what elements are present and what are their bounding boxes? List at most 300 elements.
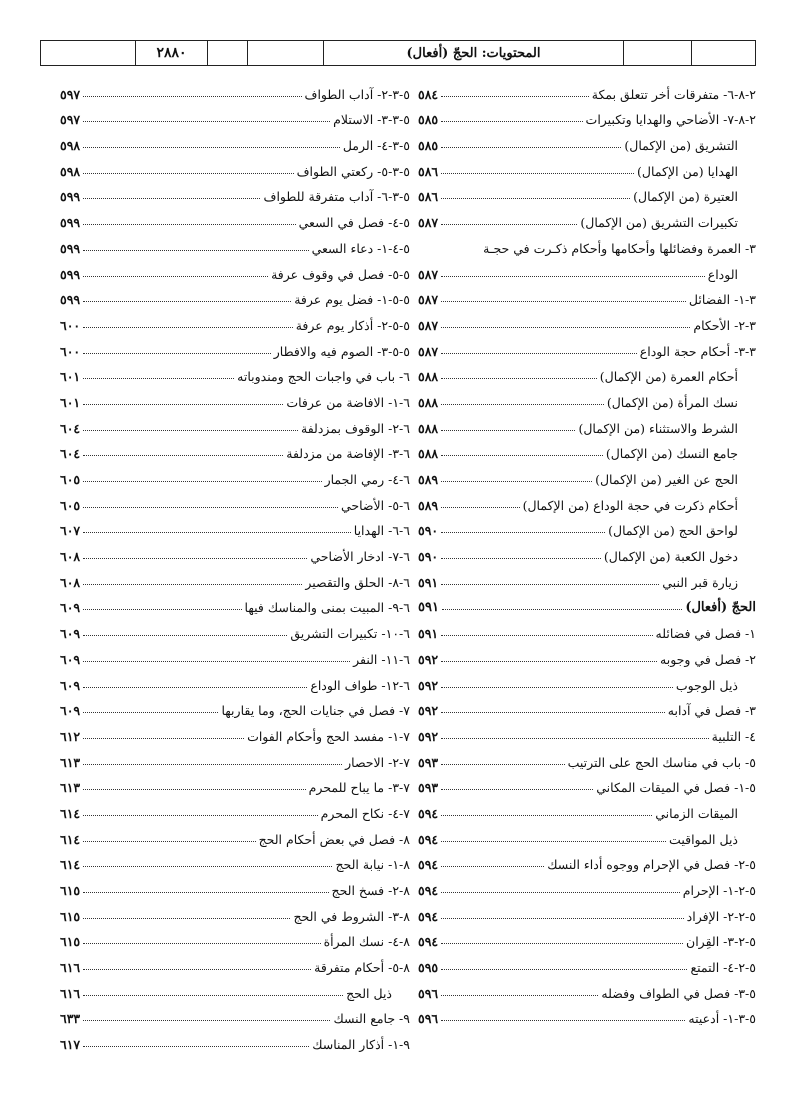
dot-leader: [441, 661, 657, 662]
toc-entry-title: التشريق (من الإكمال): [624, 138, 738, 154]
dot-leader: [83, 224, 295, 225]
dot-leader: [441, 173, 634, 174]
toc-entry-title: الميقات الزماني: [655, 805, 738, 821]
header-cell: [691, 41, 755, 65]
toc-entry-page: ٦٣٣: [60, 1011, 81, 1027]
dot-leader: [441, 147, 621, 148]
toc-entry-page: ٥٩٢: [418, 651, 439, 667]
toc-entry-title: لواحق الحج (من الإكمال): [608, 523, 738, 539]
toc-entry-page: ٦٠٤: [60, 446, 81, 462]
toc-entry-title: ٢-٨-٧- الأضاحي والهدايا وتكبيرات: [585, 112, 756, 128]
toc-entry: [418, 359, 756, 385]
toc-entry-title: ٦-٢- الوقوف بمزدلفة: [301, 420, 410, 436]
toc-entry-page: ٥٩٤: [418, 805, 439, 821]
dot-leader: [83, 121, 330, 122]
toc-entry: [418, 667, 756, 693]
dot-leader: [83, 943, 320, 944]
toc-entry-title: الوداع: [707, 266, 738, 282]
toc-entry: [60, 564, 410, 590]
toc-entry-title: ٣-١- الفضائل: [688, 292, 756, 308]
toc-entry: [60, 461, 410, 487]
toc-entry: [418, 821, 756, 847]
toc-entry-page: ٥٩٧: [60, 112, 81, 128]
dot-leader: [83, 687, 307, 688]
toc-entry-title: ٥- باب في مناسك الحج على الترتيب: [567, 754, 756, 770]
toc-entry-title: زيارة قبر النبي: [662, 574, 738, 590]
toc-entry: [60, 384, 410, 410]
dot-leader: [83, 584, 302, 585]
toc-entry-page: ٦١٥: [60, 883, 81, 898]
dot-leader: [83, 147, 340, 148]
toc-entry-page: ٦١٣: [60, 754, 81, 770]
toc-entry-page: ٦١٦: [60, 985, 81, 1001]
toc-entry-page: ٥٩٦: [418, 1011, 439, 1027]
dot-leader: [83, 738, 244, 739]
toc-entry: [60, 770, 410, 796]
toc-entry: [418, 230, 756, 256]
header-cell: [247, 41, 323, 65]
toc-entry: [418, 538, 756, 564]
toc-entry-page: ٥٨٧: [418, 292, 439, 308]
dot-leader: [83, 995, 343, 996]
toc-entry-title: الشرط والاستثناء (من الإكمال): [578, 420, 738, 436]
dot-leader: [441, 327, 690, 328]
toc-entry-title: ٨-١- نيابة الحج: [335, 857, 410, 873]
toc-entry-title: ٦-١٢- طواف الوداع: [310, 677, 410, 693]
dot-leader: [441, 532, 605, 533]
dot-leader: [441, 301, 686, 302]
toc-entry-title: ٥-٢-٤- التمتع: [690, 960, 756, 976]
toc-entry-title: ٦-٦- الهدايا: [353, 523, 410, 539]
toc-entry: [418, 1001, 756, 1027]
toc-entry-page: ٦١٦: [60, 960, 81, 976]
toc-entry: [418, 127, 756, 153]
toc-entry-title: ٧-٢- الاحصار: [345, 754, 410, 770]
dot-leader: [441, 969, 687, 970]
toc-entry: [60, 847, 410, 873]
toc-entry-page: ٦١٢: [60, 728, 81, 744]
toc-entry-page: ٥٩٩: [60, 292, 81, 308]
toc-entry-title: نسك المرأة (من الإكمال): [606, 394, 738, 410]
toc-entry-page: ٦١٤: [60, 857, 81, 873]
toc-entry-title: ٥-٢-٢- الإفراد: [686, 908, 756, 924]
toc-entry-title: ٣- فصل في آدابه: [667, 703, 756, 719]
toc-entry-title: ٦-١٠- تكبيرات التشريق: [290, 626, 410, 642]
toc-entry-page: ٥٩٩: [60, 189, 81, 205]
dot-leader: [441, 738, 708, 739]
toc-entry-page: ٥٩٨: [60, 138, 81, 154]
toc-section-heading: [418, 590, 756, 616]
toc-entry-title: ٥-٣-٤- الرمل: [342, 138, 410, 154]
toc-entry-title: ذيل الوجوب: [675, 677, 738, 693]
toc-entry-title: ٥-١- فصل في الميقات المكاني: [596, 780, 756, 796]
toc-entry-title: ٦-٩- المبيت بمنى والمناسك فيها: [244, 600, 410, 616]
toc-entry-page: ٦٠١: [60, 369, 81, 385]
toc-entry: [60, 179, 410, 205]
dot-leader: [83, 1046, 309, 1047]
dot-leader: [83, 841, 255, 842]
toc-entry-title: ٢-٨-٦- متفرقات أخر تتعلق بمكة: [591, 86, 756, 102]
toc-entry-title: ذيل المواقيت: [669, 831, 738, 847]
toc-entry-page: ٥٨٦: [418, 163, 439, 179]
toc-entry: [60, 333, 410, 359]
toc-entry: [60, 641, 410, 667]
toc-entry-title: ٧-٤- نكاح المحرم: [320, 805, 410, 821]
toc-entry-title: العتيرة (من الإكمال): [633, 189, 738, 205]
dot-leader: [83, 276, 268, 277]
dot-leader: [83, 198, 260, 199]
toc-entry-title: ٥-٤- فصل في السعي: [298, 215, 410, 231]
toc-entry-title: الهدايا (من الإكمال): [637, 163, 738, 179]
dot-leader: [441, 1020, 685, 1021]
toc-entry-page: ٦٠٩: [60, 600, 81, 616]
toc-entry: [418, 307, 756, 333]
dot-leader: [441, 764, 564, 765]
toc-entry-page: ٦٠١: [60, 394, 81, 410]
toc-entry-title: ٣-٢- الأحكام: [693, 317, 756, 333]
toc-entry-title: جامع النسك (من الإكمال): [605, 446, 738, 462]
toc-entry: [418, 256, 756, 282]
dot-leader: [441, 455, 603, 456]
dot-leader: [83, 378, 234, 379]
toc-entry-title: ٤- التلبية: [711, 728, 756, 744]
dot-leader: [441, 841, 666, 842]
dot-leader: [83, 532, 351, 533]
toc-entry-page: ٦١٥: [60, 934, 81, 950]
toc-entry-page: ٥٩١: [418, 574, 439, 590]
toc-entry-page: ٥٩٤: [418, 831, 439, 847]
toc-entry: [60, 821, 410, 847]
dot-leader: [441, 635, 652, 636]
dot-leader: [442, 609, 682, 610]
toc-entry-page: ٦٠٠: [60, 343, 81, 359]
toc-entry: [60, 102, 410, 128]
toc-entry: [418, 102, 756, 128]
dot-leader: [83, 404, 283, 405]
toc-entry-page: ٥٩٢: [418, 703, 439, 719]
toc-entry-title: ٥-٣-٣- الاستلام: [333, 112, 410, 128]
toc-entry: [418, 333, 756, 359]
dot-leader: [83, 96, 301, 97]
toc-entry: [418, 410, 756, 436]
dot-leader: [441, 892, 680, 893]
toc-entry-title: ٦-٥- الأضاحي: [340, 497, 410, 513]
toc-entry-page: ٦١٤: [60, 805, 81, 821]
page-header: [40, 40, 756, 66]
toc-entry: [60, 615, 410, 641]
toc-entry-title: ٦-١١- النفر: [353, 651, 410, 667]
dot-leader: [83, 635, 287, 636]
dot-leader: [83, 481, 321, 482]
toc-entry-page: ٦٠٩: [60, 651, 81, 667]
toc-entry-page: ٥٨٨: [418, 420, 439, 436]
dot-leader: [83, 1020, 330, 1021]
toc-entry-page: ٥٨٦: [418, 189, 439, 205]
toc-entry: [60, 590, 410, 616]
toc-entry: [60, 153, 410, 179]
toc-entry-title: ٦-٧- ادخار الأضاحي: [310, 549, 410, 565]
toc-entry-title: ٥-٣-١- أدعيته: [688, 1011, 756, 1027]
toc-entry-title: ٦-٣- الإفاضة من مزدلفة: [286, 446, 410, 462]
toc-entry-title: ٥-٣- فصل في الطواف وفضله: [601, 985, 756, 1001]
dot-leader: [441, 353, 637, 354]
toc-entry-page: ٦٠٥: [60, 497, 81, 513]
dot-leader: [441, 224, 577, 225]
toc-entry-page: ٥٩١: [418, 626, 439, 642]
toc-entry: [60, 975, 410, 1001]
toc-entry: [418, 872, 756, 898]
toc-entry-page: ٥٩٠: [418, 549, 439, 565]
dot-leader: [83, 815, 318, 816]
toc-entry-title: أحكام ذكرت في حجة الوداع (من الإكمال): [522, 497, 738, 513]
toc-entry: [60, 924, 410, 950]
dot-leader: [441, 430, 575, 431]
dot-leader: [83, 789, 306, 790]
toc-entry: [418, 949, 756, 975]
toc-entry-page: ٥٩٣: [418, 780, 439, 796]
toc-entry-title: ٨-٥- أحكام متفرقة: [314, 960, 410, 976]
toc-entry: [60, 795, 410, 821]
toc-entry-page: ٦٠٩: [60, 703, 81, 719]
toc-entry-title: ٨-٤- نسك المرأة: [323, 934, 410, 950]
dot-leader: [441, 712, 665, 713]
toc-entry-title: ٨- فصل في بعض أحكام الحج: [258, 831, 410, 847]
header-cell: [41, 41, 135, 65]
toc-entry: [418, 615, 756, 641]
toc-entry: [418, 924, 756, 950]
page-title: المحتويات: الحجّ (أفعال): [323, 41, 623, 65]
page-number: ٢٨٨٠: [135, 41, 207, 65]
toc-entry: [418, 461, 756, 487]
toc-entry-title: ٧- فصل في جنايات الحج، وما يقاربها: [221, 703, 410, 719]
toc-entry-page: ٥٩٢: [418, 677, 439, 693]
toc-entry-page: ٥٨٧: [418, 215, 439, 231]
toc-entry: [60, 359, 410, 385]
toc-entry: [418, 384, 756, 410]
toc-entry-title: ٦-٤- رمي الجمار: [324, 472, 410, 487]
toc-entry-title: ٧-١- مفسد الحج وأحكام الفوات: [247, 728, 410, 744]
toc-entry: [418, 770, 756, 796]
dot-leader: [83, 173, 293, 174]
toc-entry: [60, 282, 410, 308]
toc-entry-page: ٦٠٩: [60, 626, 81, 642]
toc-entry-page: ٥٨٨: [418, 394, 439, 410]
toc-column-right: [418, 76, 756, 1026]
toc-entry-title: ٥-٢-٣- القِران: [686, 934, 756, 950]
dot-leader: [83, 892, 328, 893]
toc-entry: [418, 744, 756, 770]
toc-entry-page: ٥٨٤: [418, 86, 439, 102]
toc-entry: [418, 204, 756, 230]
toc-entry-page: ٥٩٥: [418, 960, 439, 976]
toc-entry: [418, 153, 756, 179]
toc-entry-title: تكبيرات التشريق (من الإكمال): [580, 215, 738, 231]
toc-entry: [60, 436, 410, 462]
toc-entry-page: ٥٩٤: [418, 908, 439, 924]
toc-entry-page: ٥٩٩: [60, 266, 81, 282]
toc-entry-page: ٥٩٤: [418, 883, 439, 898]
toc-entry-page: ٥٩٠: [418, 523, 439, 539]
toc-entry-page: ٥٨٩: [418, 497, 439, 513]
toc-entry-title: ٥-٥-١- فضل يوم عرفة: [294, 292, 410, 308]
toc-entry-page: ٥٨٧: [418, 266, 439, 282]
toc-entry: [60, 204, 410, 230]
toc-entry-title: ٥-٥- فصل في وقوف عرفة: [271, 266, 410, 282]
toc-entry-page: ٦٠٧: [60, 523, 81, 539]
dot-leader: [441, 481, 592, 482]
toc-entry: [418, 179, 756, 205]
dot-leader: [83, 969, 311, 970]
toc-entry-title: ٥-٤-١- دعاء السعي: [311, 240, 410, 256]
dot-leader: [83, 609, 241, 610]
toc-entry-page: ٦٠٨: [60, 574, 81, 590]
toc-entry-page: ٥٩٩: [60, 240, 81, 256]
toc-entry-title: ٧-٣- ما يباح للمحرم: [308, 780, 410, 796]
toc-entry-page: ٥٨٨: [418, 446, 439, 462]
toc-entry: [418, 718, 756, 744]
toc-entry-page: ٦٠٩: [60, 677, 81, 693]
toc-entry: [418, 282, 756, 308]
header-cell: [623, 41, 691, 65]
dot-leader: [83, 918, 290, 919]
toc-entry-page: ٥٩٢: [418, 728, 439, 744]
dot-leader: [441, 815, 652, 816]
toc-entry-title: ٥-٣-٦- آداب متفرقة للطواف: [263, 189, 410, 205]
toc-entry-page: ٥٨٧: [418, 317, 439, 333]
toc-entry: [60, 949, 410, 975]
dot-leader: [441, 507, 519, 508]
dot-leader: [441, 404, 604, 405]
dot-leader: [83, 301, 291, 302]
toc-entry: [418, 795, 756, 821]
toc-entry: [60, 487, 410, 513]
toc-entry: [60, 693, 410, 719]
dot-leader: [441, 198, 630, 199]
toc-entry: [418, 513, 756, 539]
toc-entry-page: ٥٩٣: [418, 754, 439, 770]
toc-entry-page: ٥٨٥: [418, 112, 439, 128]
toc-entry-title: ١- فصل في فضائله: [655, 626, 756, 642]
toc-entry-title: ٦-٨- الحلق والتقصير: [305, 574, 410, 590]
toc-entry-title: ٥-٥-٣- الصوم فيه والافطار: [273, 343, 410, 359]
dot-leader: [83, 866, 332, 867]
toc-entry-page: ٥٩٩: [60, 215, 81, 231]
toc-entry: [60, 538, 410, 564]
toc-entry: [60, 898, 410, 924]
toc-entry-title: ٨-٢- فسخ الحج: [331, 883, 410, 898]
dot-leader: [83, 558, 307, 559]
toc-entry: [418, 76, 756, 102]
dot-leader: [83, 353, 271, 354]
dot-leader: [83, 661, 350, 662]
dot-leader: [441, 995, 598, 996]
dot-leader: [441, 687, 673, 688]
toc-entry: [418, 847, 756, 873]
toc-entry-title: دخول الكعبة (من الإكمال): [603, 549, 738, 565]
toc-entry-page: ٦٠٤: [60, 420, 81, 436]
toc-entry-title: أحكام العمرة (من الإكمال): [599, 369, 738, 385]
toc-entry-title: ٩-١- أذكار المناسك: [312, 1037, 410, 1053]
toc-entry-title: ٣- العمرة وفضائلها وأحكامها وأحكام ذكـرت في حجـة: [483, 240, 756, 256]
toc-entry-title: ٥-٢-١- الإحرام: [682, 883, 756, 898]
dot-leader: [441, 918, 684, 919]
toc-entry-page: ٥٨٧: [418, 343, 439, 359]
toc-entry-page: ٥٩٦: [418, 985, 439, 1001]
dot-leader: [441, 96, 589, 97]
toc-entry: [60, 744, 410, 770]
dot-leader: [83, 250, 308, 251]
dot-leader: [83, 712, 218, 713]
toc-entry: [60, 410, 410, 436]
toc-entry-title: ٥-٥-٢- أذكار يوم عرفة: [295, 317, 410, 333]
toc-entry-page: ٦٠٨: [60, 549, 81, 565]
dot-leader: [83, 764, 342, 765]
toc-entry: [418, 487, 756, 513]
toc-entry: [60, 127, 410, 153]
header-cell: [207, 41, 247, 65]
toc-entry: [418, 898, 756, 924]
toc-entry: [418, 436, 756, 462]
toc-entry-page: ٥٩٤: [418, 857, 439, 873]
dot-leader: [441, 276, 705, 277]
toc-entry-page: ٥٨٨: [418, 369, 439, 385]
dot-leader: [441, 943, 683, 944]
toc-entry: [60, 872, 410, 898]
dot-leader: [441, 584, 659, 585]
toc-entry: [60, 1001, 410, 1027]
toc-entry-title: ٩- جامع النسك: [333, 1011, 410, 1027]
toc-entry: [60, 1026, 410, 1052]
toc-entry-title: ٦- باب في واجبات الحج ومندوباته: [237, 369, 410, 385]
toc-column-left: [60, 76, 410, 1052]
toc-entry-page: ٦١٣: [60, 780, 81, 796]
toc-entry-page: ٥٩٤: [418, 934, 439, 950]
toc-entry-title: ٥-٢- فصل في الإحرام ووجوه أداء النسك: [547, 857, 756, 873]
toc-entry-title: ذيل الحج: [346, 985, 392, 1001]
toc-entry-page: ٥٩٨: [60, 163, 81, 179]
dot-leader: [83, 430, 298, 431]
toc-entry: [60, 718, 410, 744]
toc-entry-page: ٦١٧: [60, 1037, 81, 1053]
toc-entry-page: ٥٨٩: [418, 472, 439, 487]
toc-entry-title: ٨-٣- الشروط في الحج: [293, 908, 410, 924]
dot-leader: [441, 558, 601, 559]
toc-entry: [60, 76, 410, 102]
toc-entry-title: ٢- فصل في وجوبه: [660, 651, 756, 667]
toc-entry-page: ٦٠٥: [60, 472, 81, 487]
toc-entry-page: ٦١٥: [60, 908, 81, 924]
toc-entry-page: ٥٨٥: [418, 138, 439, 154]
toc-entry-page: ٥٩٧: [60, 86, 81, 102]
toc-entry: [60, 667, 410, 693]
toc-entry: [60, 307, 410, 333]
toc-entry: [418, 641, 756, 667]
toc-entry: [418, 975, 756, 1001]
toc-entry-title: الحج عن الغير (من الإكمال): [595, 472, 738, 487]
toc-entry: [60, 256, 410, 282]
toc-entry: [418, 564, 756, 590]
toc-entry-page: ٦٠٠: [60, 317, 81, 333]
dot-leader: [83, 507, 338, 508]
dot-leader: [83, 327, 293, 328]
toc-entry-page: ٥٩١: [418, 600, 439, 616]
dot-leader: [441, 866, 544, 867]
dot-leader: [441, 121, 582, 122]
toc-entry: [418, 693, 756, 719]
toc-entry-title: ٣-٣- أحكام حجة الوداع: [639, 343, 756, 359]
dot-leader: [441, 789, 593, 790]
toc-entry-title: ٦-١- الافاضة من عرفات: [286, 394, 410, 410]
